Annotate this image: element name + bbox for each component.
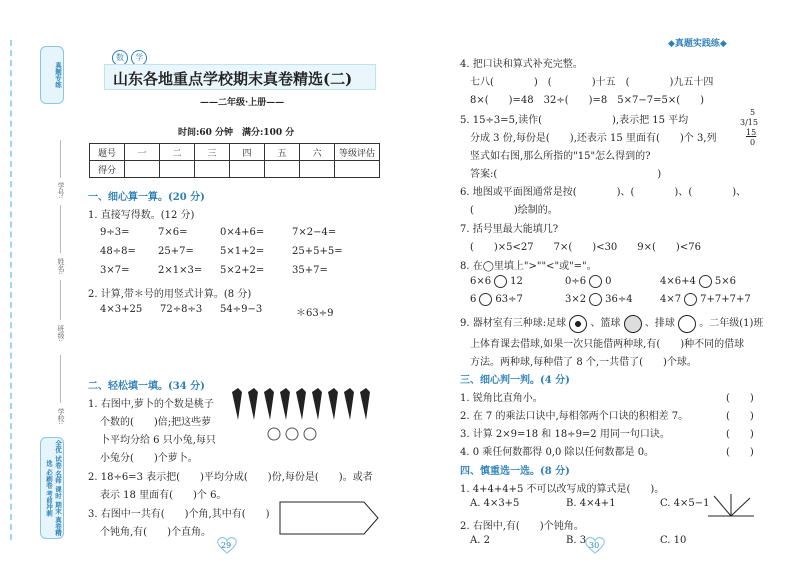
q9-line: 方法。两种球,每种借了 8 个,一共借了( )个球。 <box>470 357 697 368</box>
s2-q1-line: 卜平均分给 6 只小兔,每只 <box>100 435 216 446</box>
q4-line: 4. 把口诀和算式补充完整。 <box>460 59 583 70</box>
choice-option[interactable]: A. 4×3+5 <box>470 498 520 509</box>
calc-item: 3×7= <box>100 265 130 276</box>
score-cell[interactable] <box>335 161 380 178</box>
carrot-icon <box>296 388 306 420</box>
score-row-label: 得分 <box>90 161 125 178</box>
choice-question: 2. 右图中,有( )个钝角。 <box>460 521 584 532</box>
score-cell[interactable] <box>300 161 335 178</box>
s2-q1-line: 小兔分( )个萝卜。 <box>100 453 198 464</box>
calc-item: 7×2−4= <box>292 227 337 238</box>
section-1-title: 一、细心算一算。(20 分) <box>88 192 205 203</box>
compare-item: 0÷6 0 <box>565 276 612 287</box>
choice-question: 1. 4+4+4+5 不可以改写成的算式是( )。 <box>460 484 665 495</box>
q5-line: 竖式如右图,那么所指的"15"怎么得到的? <box>470 151 651 162</box>
score-cell[interactable] <box>160 161 195 178</box>
carrot-icon <box>328 388 338 420</box>
carrot-icon <box>232 388 242 420</box>
section-2-title: 二、轻松填一填。(34 分) <box>88 381 205 392</box>
page-number-right: 30 <box>589 541 600 550</box>
soccer-ball-icon <box>569 315 587 333</box>
calc-item: 25+5+5= <box>292 246 343 257</box>
score-cell[interactable] <box>230 161 265 178</box>
judge-item: 1. 锐角比直角小。 <box>460 393 543 404</box>
calc-item: 7×6= <box>158 227 188 238</box>
s1-q2: 2. 计算,带＊号的用竖式计算。(8 分) <box>88 289 252 300</box>
basketball-icon <box>624 315 642 333</box>
long-division: 5 3/15 15 0 <box>740 108 758 147</box>
page-number-left: 29 <box>221 541 232 550</box>
peach-icon <box>304 428 316 440</box>
compare-circle[interactable] <box>699 275 712 288</box>
score-header: 五 <box>265 144 300 161</box>
calc-item: 25+7= <box>158 246 194 257</box>
grade-subtitle: ——二年级·上册—— <box>200 98 285 108</box>
s2-q2-line: 2. 18÷6=3 表示把( )平均分成( )份,每份是( )。或者 <box>88 472 373 483</box>
q7-line: 7. 括号里最大能填几? <box>460 224 559 235</box>
school-line[interactable] <box>60 355 61 403</box>
judge-blank[interactable]: ( ) <box>726 447 754 458</box>
carrot-icon <box>248 388 258 420</box>
name-label: 姓名: <box>57 258 65 275</box>
judge-blank[interactable]: ( ) <box>726 393 754 404</box>
calc-item: 9÷3= <box>100 227 130 238</box>
choice-option[interactable]: B. 4×4+1 <box>566 498 616 509</box>
class-label: 班级: <box>57 325 65 342</box>
sidebar-tab-bottom: 全优 试卷 名师 课时 期末 真卷精选 必刷卷 考前冲刺 <box>40 437 64 539</box>
student-id-label: 学号: <box>57 182 65 199</box>
s2-q1-line: 1. 右图中,萝卜的个数是桃子 <box>88 399 214 410</box>
compare-circle[interactable] <box>589 275 602 288</box>
score-header: 一 <box>125 144 160 161</box>
compare-circle[interactable] <box>479 293 492 306</box>
calc-item: 5×2+2= <box>220 265 265 276</box>
q6-line: 6. 地图或平面图通常是按( )、( )、( )、 <box>460 187 747 198</box>
choice-option[interactable]: C. 4×5−1 <box>660 498 710 509</box>
carrot-icon <box>312 388 322 420</box>
compare-item: 6×6 12 <box>470 276 523 287</box>
judge-item: 3. 计算 2×9=18 和 18÷9=2 用同一句口诀。 <box>460 429 670 440</box>
q8-title: 8. 在◯里填上">""<"或"="。 <box>460 261 597 272</box>
name-line[interactable] <box>60 205 61 253</box>
compare-item: 4×6+4 5×6 <box>660 276 736 287</box>
choice-option[interactable]: A. 2 <box>470 535 490 546</box>
q6-line: ( )绘制的。 <box>470 205 558 216</box>
carrot-icon <box>344 388 354 420</box>
calc-item: ＊63÷9 <box>296 308 334 319</box>
calc-item: 5×1+2= <box>220 246 265 257</box>
time-score: 时间:60 分钟 满分:100 分 <box>178 128 295 138</box>
school-label: 学校: <box>57 408 65 425</box>
score-header: 四 <box>230 144 265 161</box>
choice-option[interactable]: C. 10 <box>660 535 687 546</box>
section-4-title: 四、慎重选一选。(8 分) <box>460 466 570 477</box>
judge-blank[interactable]: ( ) <box>726 411 754 422</box>
score-header: 三 <box>195 144 230 161</box>
q5-line: 5. 15÷3=5,读作( ),表示把 15 平均 <box>460 115 689 126</box>
page-title: 山东各地重点学校期末真卷精选(二) <box>113 70 353 88</box>
left-margin-dashed <box>10 40 38 540</box>
compare-item: 3×2 36÷4 <box>565 294 633 305</box>
section-3-title: 三、细心判一判。(4 分) <box>460 375 570 386</box>
score-table <box>89 143 380 178</box>
calc-item: 35+7= <box>292 265 328 276</box>
s2-q3-line: 3. 右图中一共有( )个角,其中有( ) <box>88 509 270 520</box>
carrots-peaches-figure <box>226 384 376 444</box>
score-header: 二 <box>160 144 195 161</box>
choice-option[interactable]: B. 3 <box>566 535 587 546</box>
angle-shape-figure <box>278 500 382 536</box>
q9-line: 9. 器材室有三种球:足球 、篮球 、排球 。二年级(1)班 <box>460 314 763 333</box>
s2-q2-line: 表示 18 里面有( )个 6。 <box>100 490 227 501</box>
carrot-icon <box>360 388 370 420</box>
q5-line: 分成 3 份,每份是( ),还表示 15 里面有( )个 3,列 <box>470 133 717 144</box>
judge-item: 4. 0 乘任何数都得 0,0 除以任何数都是 0。 <box>460 447 655 458</box>
q4-line: 8×( )=48 32÷( )=8 5×7−7=5×( ) <box>470 95 705 106</box>
q4-line: 七八( ) ( )十五 ( )九五十四 <box>470 77 714 88</box>
subject-badge: 数 学 <box>112 50 147 66</box>
q7-line: ( )×5<27 7×( )<30 9×( )<76 <box>470 242 701 253</box>
score-header: 六 <box>300 144 335 161</box>
score-cell[interactable] <box>265 161 300 178</box>
s2-q1-line: 个数的( )倍;把这些萝 <box>100 417 212 428</box>
compare-item: 4×7 7+7+7+7 <box>660 294 751 305</box>
carrot-icon <box>280 388 290 420</box>
judge-item: 2. 在 7 的乘法口诀中,每相邻两个口诀的积相差 7。 <box>460 411 689 422</box>
volleyball-icon <box>678 315 696 333</box>
score-header: 等级评估 <box>335 144 380 161</box>
class-line[interactable] <box>60 280 61 320</box>
calc-item: 48÷8= <box>100 246 136 257</box>
student-id-line[interactable] <box>60 140 61 178</box>
rays-angle-figure <box>706 492 756 522</box>
header-badge: ◆真题实践练◆ <box>668 39 727 49</box>
score-cell[interactable] <box>195 161 230 178</box>
peach-icon <box>286 428 298 440</box>
judge-blank[interactable]: ( ) <box>726 429 754 440</box>
compare-item: 6 63÷7 <box>470 294 523 305</box>
score-cell[interactable] <box>125 161 160 178</box>
compare-circle[interactable] <box>494 275 507 288</box>
calc-item: 72÷8÷3 <box>160 304 203 315</box>
sidebar-tab-top: 真题专练 <box>40 46 64 104</box>
compare-circle[interactable] <box>684 293 697 306</box>
compare-circle[interactable] <box>589 293 602 306</box>
q9-line: 上体育课去借球,如果一次只能借两种球,有( )种不同的借球 <box>470 339 745 350</box>
s2-q3-line: 个钝角,有( )个直角。 <box>100 527 211 538</box>
s1-q1: 1. 直接写得数。(12 分) <box>88 210 195 221</box>
calc-item: 0×4+6= <box>220 227 265 238</box>
q5-line: 答案:( ) <box>470 169 662 180</box>
calc-item: 54÷9−3 <box>220 304 263 315</box>
score-header: 题号 <box>90 144 125 161</box>
calc-item: 2×1×3= <box>158 265 203 276</box>
carrot-icon <box>264 388 274 420</box>
calc-item: 4×3+25 <box>100 304 143 315</box>
peach-icon <box>268 428 280 440</box>
